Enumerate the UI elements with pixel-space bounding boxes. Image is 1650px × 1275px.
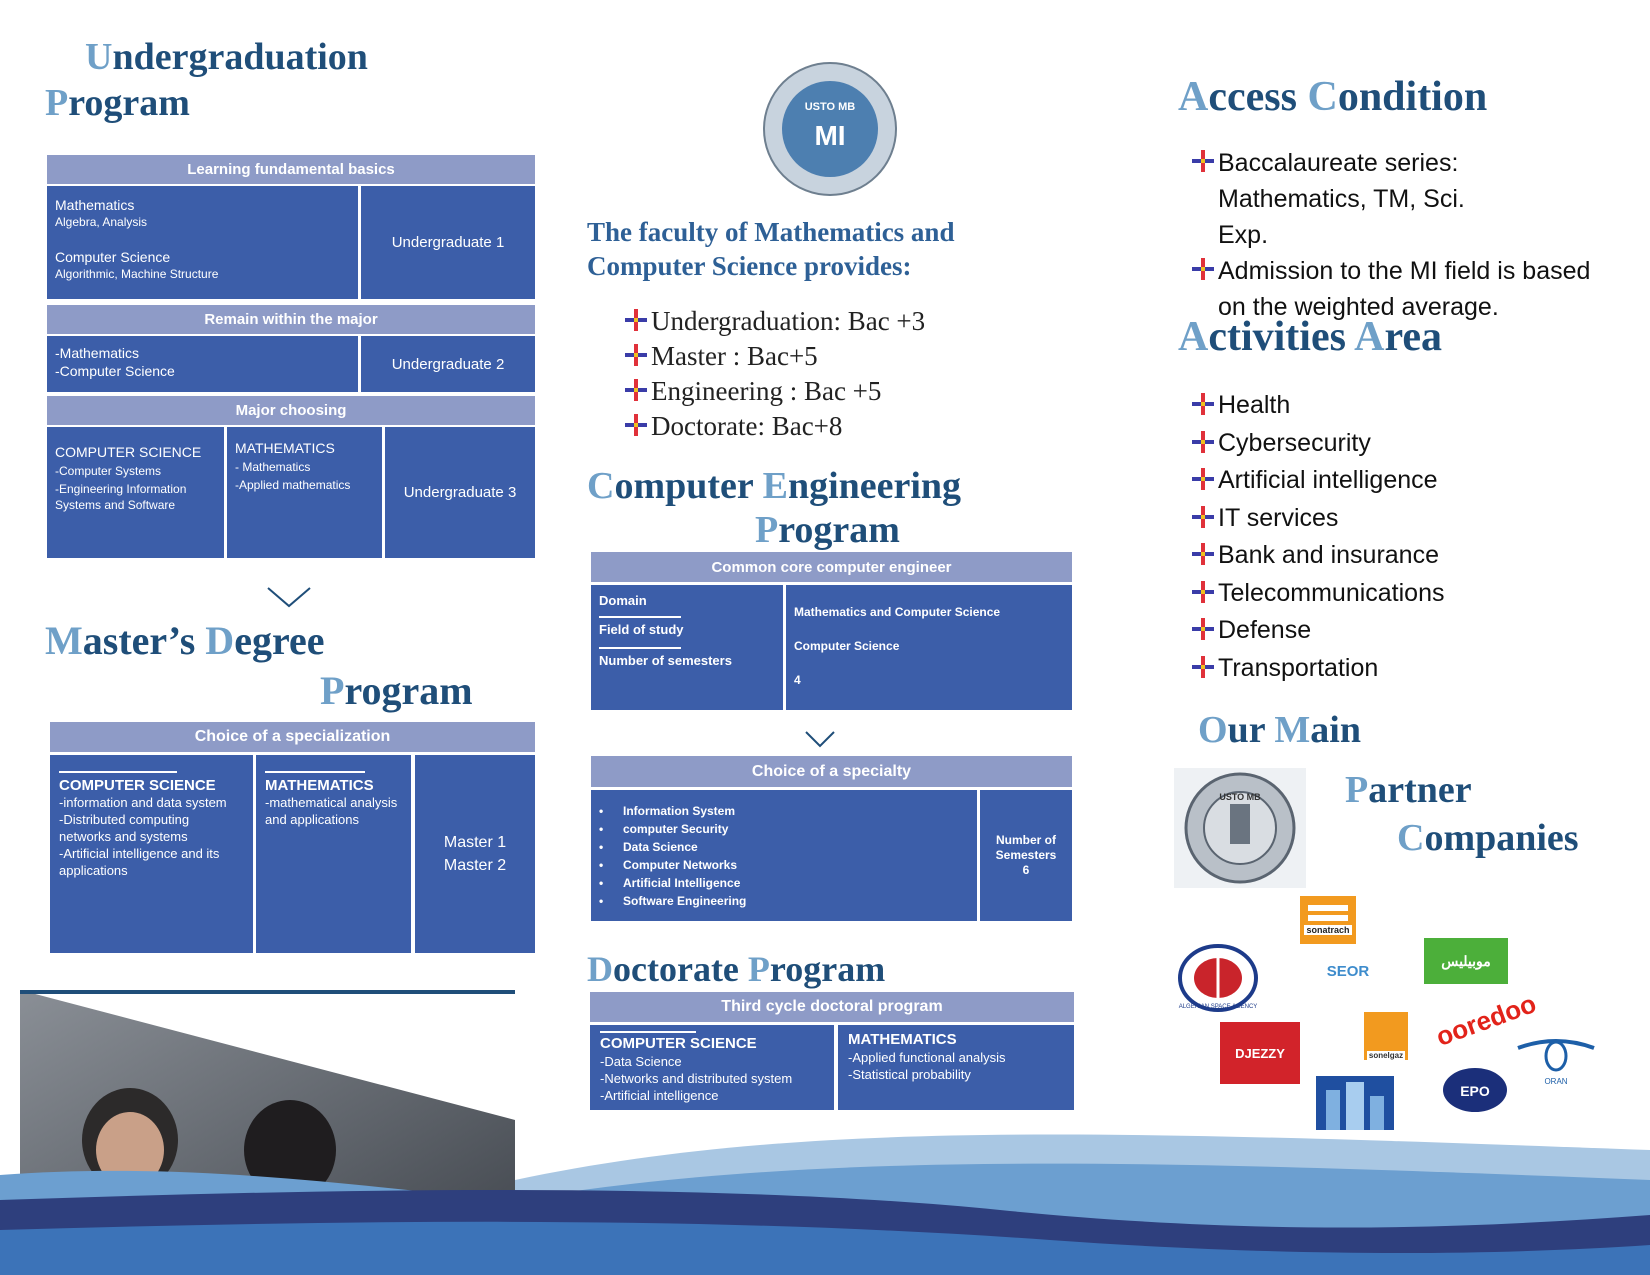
access-list: [1192, 145, 1622, 325]
band-specialty: Choice of a specialty: [591, 756, 1072, 787]
bullet-icon: [625, 374, 651, 409]
list-item: Transportation: [1192, 651, 1445, 689]
list-item: Admission to the MI field is based on the weighted average.: [1192, 253, 1622, 325]
mobilis-logo: موبيليس: [1424, 938, 1508, 984]
epo-logo: [1440, 1064, 1510, 1122]
faculty-offer-list: [625, 304, 925, 444]
doc-math-cell: MATHEMATICS -Applied functional analysis -Statistical probability: [838, 1025, 1074, 1110]
band-third-cycle: Third cycle doctoral program: [590, 992, 1074, 1022]
eng-semesters-cell: Number of Semesters 6: [980, 790, 1072, 921]
list-item: • Information System: [599, 804, 736, 818]
list-item: • Computer Networks: [599, 858, 738, 872]
activities-title: Activities Area: [1178, 314, 1443, 360]
doctorate-title: Doctorate Program: [587, 949, 886, 989]
list-item: Baccalaureate series: Mathematics, TM, Sci. Exp.: [1192, 145, 1622, 253]
list-item: Doctorate: Bac+8: [625, 409, 925, 444]
list-item: • Software Engineering: [599, 894, 747, 908]
y3-math-cell: MATHEMATICS - Mathematics -Applied mathematics: [227, 427, 382, 558]
svg-text:MI: MI: [814, 120, 846, 151]
list-item: Cybersecurity: [1192, 426, 1445, 464]
band-remain-major: Remain within the major: [47, 305, 535, 334]
chevron-down-icon: [266, 586, 312, 608]
eng-specialties-cell: [591, 790, 977, 921]
bullet-icon: [625, 409, 651, 444]
svg-text:USTO MB: USTO MB: [1219, 792, 1261, 802]
bullet-icon: [1192, 651, 1218, 689]
undergrad-title: Undergraduation Program: [45, 36, 368, 124]
bottom-wave-decoration: [0, 1120, 1650, 1275]
list-item: Artificial intelligence: [1192, 463, 1445, 501]
list-item: • Data Science: [599, 840, 698, 854]
bullet-icon: [1192, 426, 1218, 464]
list-item: Engineering : Bac +5: [625, 374, 925, 409]
svg-text:USTO MB: USTO MB: [804, 101, 856, 113]
bullet-icon: [1192, 253, 1218, 290]
engineering-title: Computer Engineering Program: [587, 465, 962, 551]
partners-title-2: Partner Companies: [1345, 769, 1579, 859]
faculty-intro: The faculty of Mathematics and Computer Science provides:: [587, 217, 955, 281]
band-major-choosing: Major choosing: [47, 396, 535, 425]
y1-left-cell: Mathematics Algebra, Analysis Computer Science Algorithmic, Machine Structure: [47, 186, 358, 299]
sonelgaz-logo: sonelgaz: [1364, 1012, 1408, 1060]
usto-logo: [1174, 768, 1306, 888]
bullet-icon: [1192, 576, 1218, 614]
djezzy-logo: DJEZZY: [1220, 1022, 1300, 1084]
band-common-core: Common core computer engineer: [591, 552, 1072, 582]
bullet-icon: [1192, 145, 1218, 182]
list-item: • computer Security: [599, 822, 729, 836]
oran-airport-logo: [1516, 1030, 1596, 1088]
y3-right-cell: Undergraduate 3: [385, 427, 535, 558]
activities-list: [1192, 388, 1445, 688]
doc-cs-cell: COMPUTER SCIENCE -Data Science -Networks and distributed system -Artificial intelligence: [590, 1025, 834, 1110]
bullet-icon: [625, 304, 651, 339]
eng-labels-cell: Domain Field of study Number of semesters: [591, 585, 783, 710]
y2-right-cell: Undergraduate 2: [361, 336, 535, 392]
eng-values-cell: Mathematics and Computer Science Computer Science 4: [786, 585, 1072, 710]
svg-text:ORAN: ORAN: [1544, 1077, 1568, 1086]
master-math-cell: MATHEMATICS -mathematical analysis and applications: [256, 755, 411, 953]
y2-left-cell: -Mathematics -Computer Science: [47, 336, 358, 392]
list-item: Defense: [1192, 613, 1445, 651]
list-item: Master : Bac+5: [625, 339, 925, 374]
svg-text:EPO: EPO: [1460, 1083, 1490, 1099]
master-right-cell: Master 1 Master 2: [415, 755, 535, 953]
bullet-icon: [625, 339, 651, 374]
partners-title-1: Our Main: [1198, 709, 1361, 751]
y1-right-cell: Undergraduate 1: [361, 186, 535, 299]
list-item: Undergraduation: Bac +3: [625, 304, 925, 339]
chevron-down-icon: [804, 730, 836, 748]
space-agency-logo: [1178, 944, 1258, 1012]
bullet-icon: [1192, 501, 1218, 539]
master-title: Master’s Degree Program: [45, 618, 473, 713]
bullet-icon: [1192, 388, 1218, 426]
y3-cs-cell: COMPUTER SCIENCE -Computer Systems -Engineering Information Systems and Software: [47, 427, 224, 558]
faculty-logo: [758, 60, 902, 198]
list-item: • Artificial Intelligence: [599, 876, 741, 890]
bullet-icon: [1192, 613, 1218, 651]
list-item: Health: [1192, 388, 1445, 426]
list-item: Bank and insurance: [1192, 538, 1445, 576]
access-title: Access Condition: [1178, 74, 1488, 120]
seor-logo: SEOR: [1326, 962, 1370, 980]
list-item: IT services: [1192, 501, 1445, 539]
svg-text:ALGERIAN SPACE AGENCY: ALGERIAN SPACE AGENCY: [1178, 1004, 1258, 1010]
list-item: Telecommunications: [1192, 576, 1445, 614]
bullet-icon: [1192, 463, 1218, 501]
sonatrach-logo: sonatrach: [1300, 896, 1356, 944]
master-cs-cell: COMPUTER SCIENCE -information and data system -Distributed computing networks and systems -Artificial intelligence and its applications: [50, 755, 253, 953]
band-learning-basics: Learning fundamental basics: [47, 155, 535, 184]
ooredoo-logo: ooredoo: [1431, 987, 1540, 1052]
bullet-icon: [1192, 538, 1218, 576]
band-specialization: Choice of a specialization: [50, 722, 535, 752]
